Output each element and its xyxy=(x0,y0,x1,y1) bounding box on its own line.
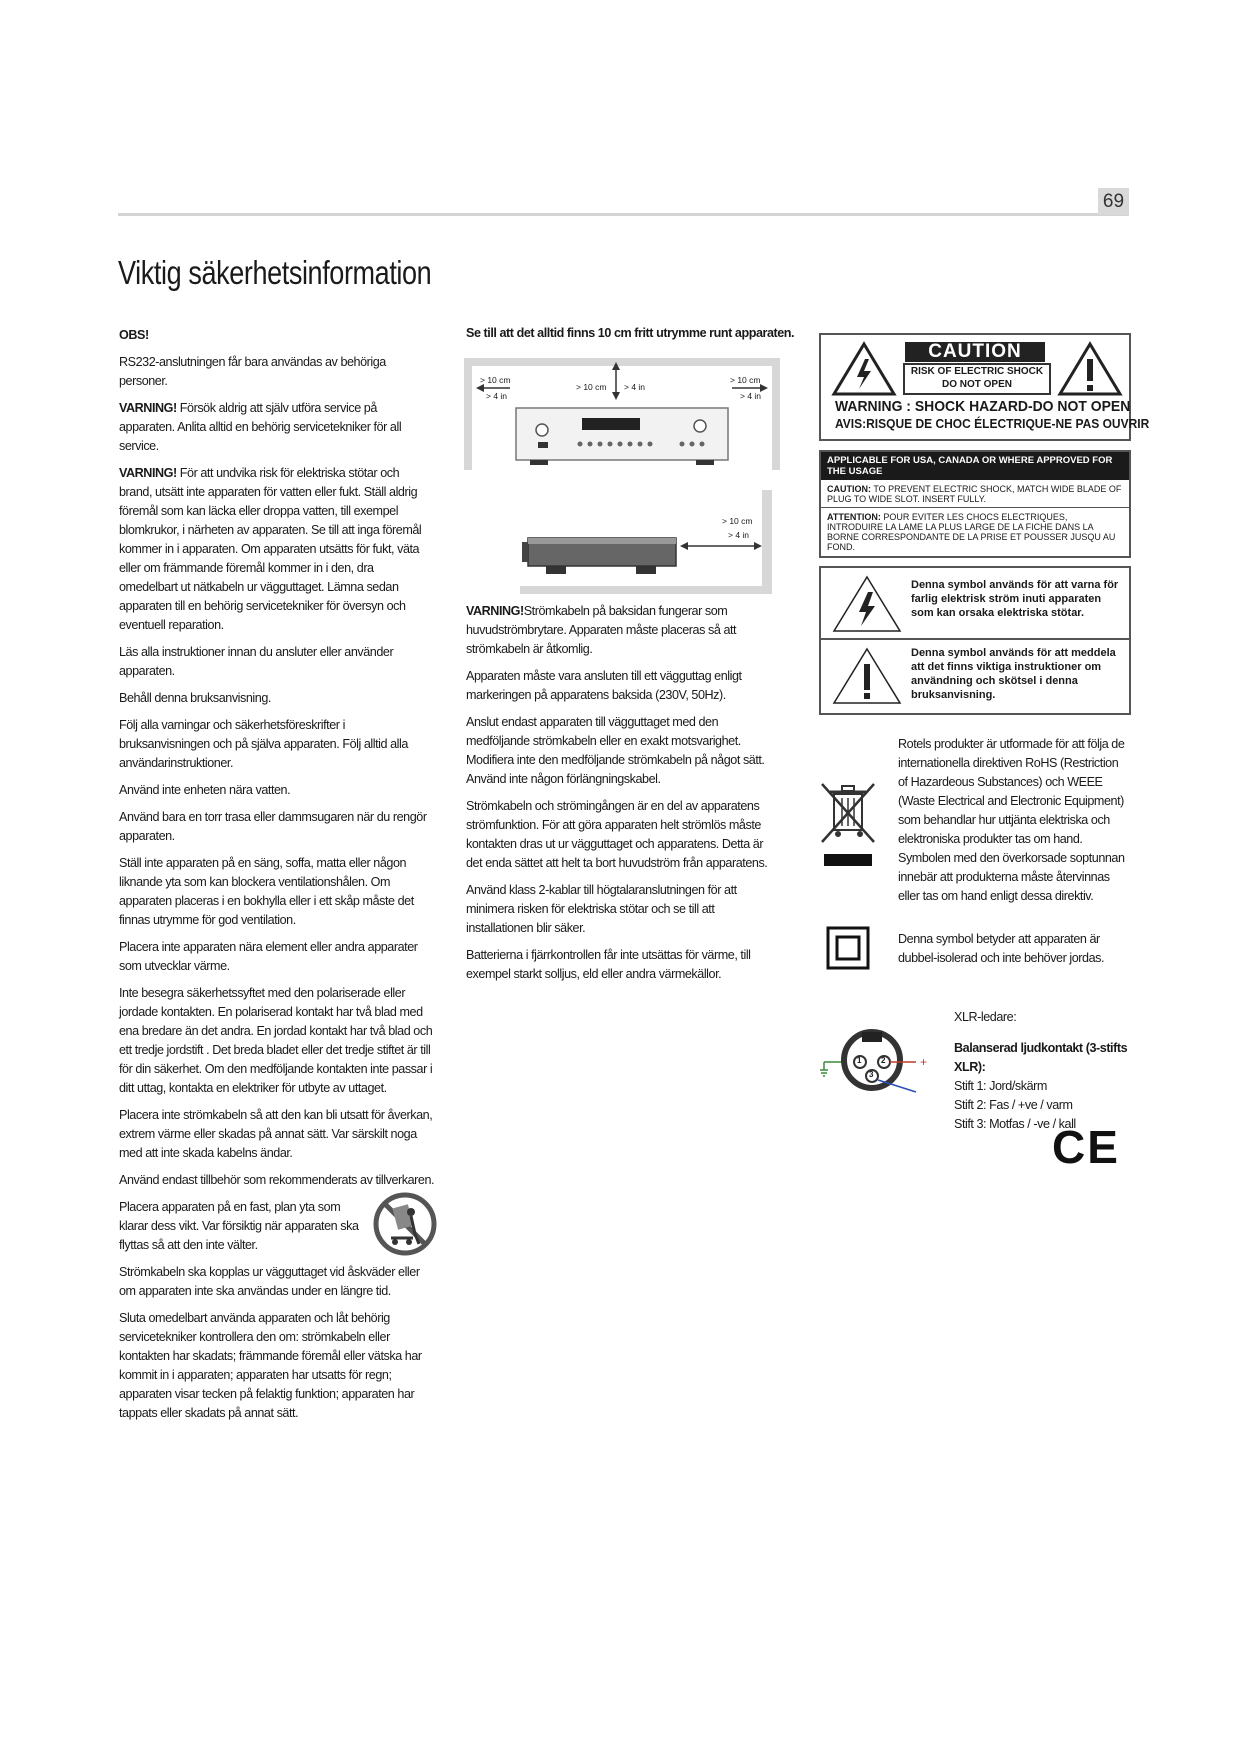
paragraph: Ställ inte apparaten på en säng, soffa, matta eller någon liknande yta som kan blockera ventilationshålen. Om apparaten placeras i en bokhylla eller i ett skåp måste det finnas utrymme för god ventilation. xyxy=(119,856,414,927)
label-top-in: > 4 in xyxy=(624,382,646,392)
pin-3-label: 3 xyxy=(869,1070,874,1079)
column-2 xyxy=(466,602,782,992)
label-top-cm: > 10 cm xyxy=(576,382,607,392)
cart-warning-paragraph xyxy=(119,1198,435,1255)
exclamation-symbol-text: Denna symbol används för att meddela att det finns viktiga instruktioner om användning och skötsel i denna bruksanvisning. xyxy=(911,647,1116,701)
xlr-connector-figure xyxy=(820,1020,940,1094)
exclamation-triangle-icon xyxy=(831,646,903,706)
warning-paragraph xyxy=(466,602,782,659)
page-number: 69 xyxy=(1098,188,1129,215)
caution-text-body: TO PREVENT ELECTRIC SHOCK, MATCH WIDE BLADE OF PLUG TO WIDE SLOT. INSERT FULLY. xyxy=(827,484,1122,504)
caution-text xyxy=(821,480,1129,504)
lightning-symbol-text: Denna symbol används för att varna för farlig elektrisk ström inuti apparaten som kan orsaka elektriska stötar. xyxy=(911,579,1119,619)
warning-text: Försök aldrig att själv utföra service på apparaten. Anlita alltid en behörig servicetekniker för all service. xyxy=(119,401,402,453)
xlr-line: Stift 3: Motfas / -ve / kall xyxy=(954,1117,1076,1131)
exclamation-hazard-icon xyxy=(1057,341,1123,397)
paragraph: Anslut endast apparaten till vägguttaget med den medföljande strömkabeln eller en exakt motsvarighet. Modifiera inte den medföljande strömkabeln på något sätt. Använd inte någon förlängningskabel. xyxy=(466,715,765,786)
paragraph: Batterierna i fjärrkontrollen får inte utsättas för värme, till exempel starkt solljus, eld eller andra värmekällor. xyxy=(466,948,751,981)
obs-label: OBS! xyxy=(119,328,149,342)
pin-1-label: 1 xyxy=(857,1056,862,1065)
caution-sub1: RISK OF ELECTRIC SHOCK xyxy=(910,366,1044,377)
double-insulated-icon xyxy=(826,926,870,970)
plug-warning-label xyxy=(819,450,1131,558)
paragraph: Placera inte apparaten nära element eller andra apparater som utvecklar värme. xyxy=(119,940,418,973)
ce-mark: CE xyxy=(1052,1121,1120,1173)
caution-subtitle xyxy=(903,363,1051,395)
xlr-line: Balanserad ljudkontakt (3-stifts XLR): xyxy=(954,1041,1128,1074)
column-1 xyxy=(119,326,435,1431)
warning-label: VARNING! xyxy=(119,466,177,480)
electric-hazard-icon xyxy=(831,341,897,397)
warning-text: För att undvika risk för elektriska stötar och brand, utsätt inte apparaten för vatten eller fukt. Ställ aldrig föremål som kan läcka eller droppa vatten, till exempel blomkrukor, i närheten av apparaten. Se till att inga föremål kommer in i apparaten. Om apparaten utsätts för fukt, väta eller om främmande föremål kommer in i den, dra omedelbart ut nätkabeln ur vägguttaget. Lämna sedan apparaten till en behörig servicetekniker för översyn och eventuell reparation. xyxy=(119,466,422,632)
paragraph: Strömkabeln och strömingången är en del av apparatens strömfunktion. För att göra apparaten helt strömlös måste kontakten dras ut ur vägguttaget och apparatens. Detta är det enda sättet att helt ta bort huvudström från apparatens. xyxy=(466,799,768,870)
warning-label: VARNING! xyxy=(119,401,177,415)
double-insulated-text: Denna symbol betyder att apparaten är dubbel-isolerad och inte behöver jordas. xyxy=(898,932,1105,965)
caution-sub2: DO NOT OPEN xyxy=(941,379,1012,390)
divider xyxy=(821,638,1129,640)
warning-label: VARNING! xyxy=(466,604,524,618)
lightning-triangle-icon xyxy=(831,574,903,634)
paragraph: Inte besegra säkerhetssyftet med den polariserade eller jordade kontakten. En polariserad kontakt har två blad med ena bredare än det andra. En jordad kontakt har två blad och ett tredje jordstift . Det breda bladet eller det tredje stiftet är till för din säkerhet. Om den medföljande kontakten inte passar i ditt uttag, kontakta en elektriker för utbyte av uttaget. xyxy=(119,986,433,1095)
xlr-line: Stift 1: Jord/skärm xyxy=(954,1079,1047,1093)
caution-avis: AVIS:RISQUE DE CHOC ÉLECTRIQUE-NE PAS OUVRIR xyxy=(835,417,1150,431)
paragraph: Apparaten måste vara ansluten till ett vägguttag enligt markeringen på apparatens baksida (230V, 50Hz). xyxy=(466,669,742,702)
xlr-title: XLR-ledare: xyxy=(954,1010,1017,1024)
side-clearance-figure xyxy=(520,490,780,594)
xlr-connector-icon xyxy=(820,1020,940,1094)
caution-warning: WARNING : SHOCK HAZARD-DO NOT OPEN xyxy=(835,398,1131,415)
crossed-out-bin-icon xyxy=(818,780,878,868)
warning-text: Strömkabeln på baksidan fungerar som huvudströmbrytare. Apparaten måste placeras så att strömkabeln är åtkomlig. xyxy=(466,604,737,656)
applicable-header: APPLICABLE FOR USA, CANADA OR WHERE APPROVED FOR THE USAGE xyxy=(821,452,1129,480)
paragraph: Placera apparaten på en fast, plan yta som klarar dess vikt. Var försiktig när apparaten ska flyttas så att den inte välter. xyxy=(119,1200,359,1252)
xlr-info xyxy=(954,1008,1134,1134)
label-right-cm: > 10 cm xyxy=(730,375,761,385)
paragraph: Sluta omedelbart använda apparaten och låt behörig servicetekniker kontrollera den om: strömkabeln eller kontakten har skadats; främmande föremål eller vätska har kommit in i apparaten; apparaten har utsatts för regn; apparaten visar tecken på felaktig funktion; apparaten har tappats eller skadats på annat sätt. xyxy=(119,1311,422,1420)
caution-title: CAUTION xyxy=(905,342,1045,362)
paragraph: Använd klass 2-kablar till högtalaranslutningen för att minimera risken för elektriska stötar och se till att installationen blir säker. xyxy=(466,883,737,935)
weee-text: Rotels produkter är utformade för att följa de internationella direktiven RoHS (Restriction of Hazardeous Substances) och WEEE (Waste Electrical and Electronic Equipment) som behandlar hur uttjänta elektriska och elektroniska produkter tas om hand. Symbolen med den överkorsade soptunnan innebär att produkterna måste återvinnas eller tas om hand enligt dessa direktiv. xyxy=(898,737,1125,903)
caution-text-label: CAUTION: xyxy=(827,484,871,494)
symbols-explanation-box xyxy=(819,566,1131,715)
side-clearance-drawing xyxy=(520,490,780,594)
paragraph: Använd inte enheten nära vatten. xyxy=(119,783,291,797)
xlr-line: Stift 2: Fas / +ve / varm xyxy=(954,1098,1073,1112)
label-left-in: > 4 in xyxy=(486,391,508,401)
cart-tipover-icon xyxy=(373,1192,437,1256)
page-title: Viktig säkerhetsinformation xyxy=(118,254,432,291)
front-clearance-figure xyxy=(464,358,780,470)
attention-text xyxy=(821,508,1129,552)
side-label-in: > 4 in xyxy=(728,530,750,540)
header-rule xyxy=(118,213,1129,216)
paragraph: Behåll denna bruksanvisning. xyxy=(119,691,271,705)
paragraph: Följ alla varningar och säkerhetsföreskrifter i bruksanvisningen och på själva apparaten. Följ alltid alla användarinstruktioner. xyxy=(119,718,408,770)
paragraph: Använd bara en torr trasa eller dammsugaren när du rengör apparaten. xyxy=(119,810,427,843)
plus-icon: + xyxy=(920,1055,928,1069)
label-left-cm: > 10 cm xyxy=(480,375,511,385)
paragraph: Placera inte strömkabeln så att den kan bli utsatt för åverkan, extrem värme eller skadas på annat sätt. Var särskilt noga med att inte skada kabelns ändar. xyxy=(119,1108,433,1160)
warning-paragraph xyxy=(119,464,435,635)
attention-text-label: ATTENTION: xyxy=(827,512,881,522)
ventilation-heading: Se till att det alltid finns 10 cm fritt utrymme runt apparaten. xyxy=(466,326,795,340)
caution-label xyxy=(819,333,1150,441)
paragraph: Strömkabeln ska kopplas ur vägguttaget vid åskväder eller om apparaten inte ska användas under en längre tid. xyxy=(119,1265,420,1298)
label-right-in: > 4 in xyxy=(740,391,762,401)
attention-text-body: POUR EVITER LES CHOCS ELECTRIQUES, INTRODUIRE LA LAME LA PLUS LARGE DE LA FICHE DANS LA BORNE CORRESPONDANTE DE LA PRISE ET POUSSER JUSQU AU FOND. xyxy=(827,512,1116,552)
paragraph: Använd endast tillbehör som rekommenderats av tillverkaren. xyxy=(119,1173,435,1187)
side-label-cm: > 10 cm xyxy=(722,516,753,526)
paragraph: Läs alla instruktioner innan du ansluter eller använder apparaten. xyxy=(119,645,394,678)
paragraph: RS232-anslutningen får bara användas av behöriga personer. xyxy=(119,355,386,388)
pin-2-label: 2 xyxy=(881,1056,886,1065)
warning-paragraph xyxy=(119,399,435,456)
